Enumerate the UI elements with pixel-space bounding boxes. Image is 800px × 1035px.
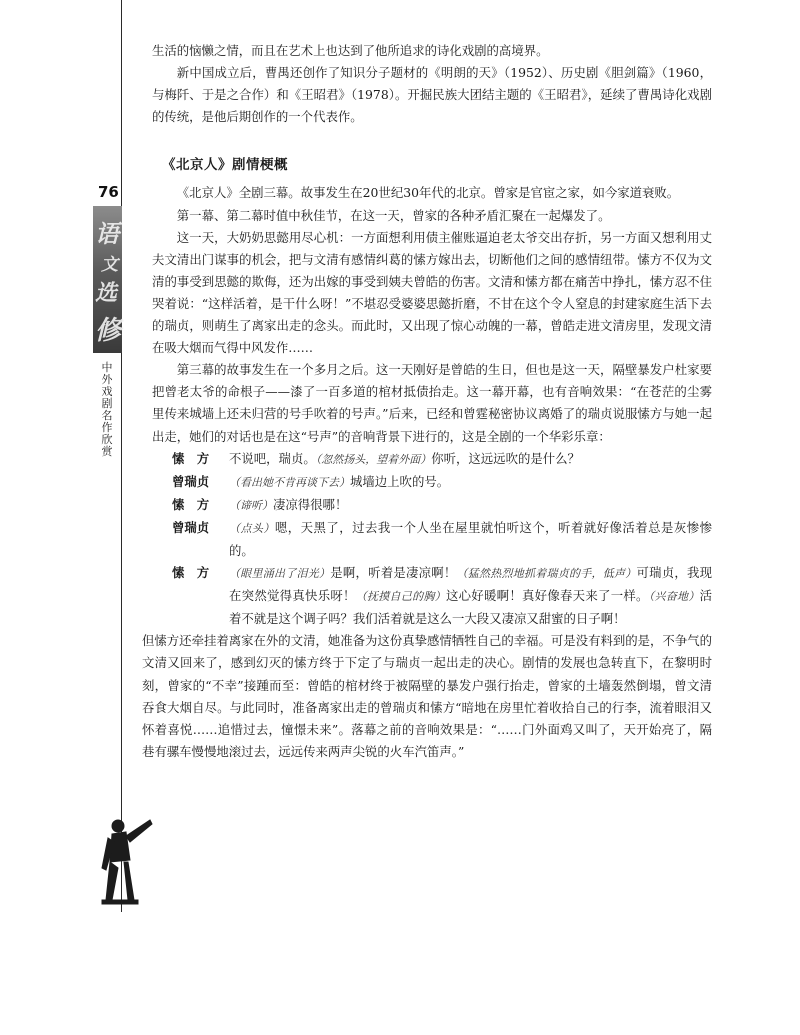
spoken-line: 是啊，听着是凄凉啊！ bbox=[330, 565, 457, 581]
paragraph: 第三幕的故事发生在一个多月之后。这一天刚好是曾皓的生日，但也是这一天，隔壁暴发户杜家要把曾老太爷的命根子——漆了一百多道的棺材抵债抬走。这一幕开幕，也有音响效果：“在苍茫的尘雾里传来城墙上还未归营的号手吹着的号声。”后来，已经和曾霆秘密协议离婚了的瑞贞说服愫方与她一起出走，她们的对话也是在这“号声”的音响背景下进行的，这是全剧的一个华彩乐章： bbox=[152, 362, 712, 444]
dialogue-text bbox=[229, 471, 712, 494]
spoken-line: 可瑞贞，我现在突然觉得真快乐呀！ bbox=[229, 565, 713, 604]
spoken-line: 嗯，天黑了，过去我一个人坐在屋里就怕听这个，听着就好像活着总是灰惨惨的。 bbox=[229, 519, 713, 558]
dialogue-text bbox=[229, 494, 712, 517]
speaker-name: 愫 方 bbox=[172, 496, 210, 512]
spoken-line: 城墙边上吹的号。 bbox=[350, 473, 450, 489]
series-tab bbox=[93, 206, 122, 353]
stage-direction: （眼里涌出了泪光） bbox=[229, 567, 331, 581]
speaker-name: 愫 方 bbox=[172, 450, 210, 466]
section-heading: 《北京人》剧情梗概 bbox=[162, 157, 288, 174]
stage-direction: （点头） bbox=[229, 521, 275, 535]
paragraph: 但愫方还牵挂着离家在外的文清，她准备为这份真挚感情牺牲自己的幸福。可是没有料到的是，不争气的文清又回来了，感到幻灭的愫方终于下定了与瑞贞一起出走的决心。剧情的发展也急转直下，在黎明时刻，曾家的“不幸”接踵而至：曾皓的棺材终于被隔壁的暴发户强行抬走，曾家的土墙轰然倒塌，曾文清吞食大烟自尽。与此同时，准备离家出走的曾瑞贞和愫方“暗地在房里忙着收拾自己的行李，流着眼泪又怀着喜悦……追惜过去，憧憬未来”。落幕之前的音响效果是：“……门外面鸡又叫了，天开始亮了，隔巷有骡车慢慢地滚过去，远远传来两声尖锐的火车汽笛声。” bbox=[142, 633, 712, 759]
spoken-line: 不说吧，瑞贞。 bbox=[229, 450, 316, 466]
series-tab-char: 修 bbox=[95, 316, 122, 346]
speaker-name: 曾瑞贞 bbox=[172, 473, 210, 489]
dialogue-text bbox=[229, 517, 712, 562]
speaker-name: 曾瑞贞 bbox=[172, 519, 210, 535]
spoken-line: 你听，这远远吹的是什么？ bbox=[431, 450, 580, 466]
series-tab-char: 语 bbox=[95, 219, 119, 248]
margin-rule bbox=[121, 0, 122, 912]
stage-direction: （猛然热烈地抓着瑞贞的手，低声） bbox=[456, 567, 637, 581]
spoken-line: 活着不就是这个调子吗？我们活着就是这么一大段又凄凉又甜蜜的日子啊！ bbox=[229, 588, 713, 627]
paragraph: 新中国成立后，曹禺还创作了知识分子题材的《明朗的天》（1952）、历史剧《胆剑篇》（1960，与梅阡、于是之合作）和《王昭君》（1978）。开掘民族大团结主题的《王昭君》，延续了曹禺诗化戏剧的传统，是他后期创作的一个代表作。 bbox=[152, 65, 712, 125]
series-tab-char: 选 bbox=[95, 280, 118, 306]
dialogue-line bbox=[172, 517, 712, 562]
stage-direction: （忽然扬头，望着外面） bbox=[315, 452, 432, 466]
series-tab-char: 文 bbox=[101, 255, 118, 275]
stage-direction: （兴奋地） bbox=[648, 590, 700, 604]
speaker-name: 愫 方 bbox=[172, 565, 210, 581]
paragraph: 《北京人》全剧三幕。故事发生在20世纪30年代的北京。曾家是官宦之家，如今家道衰败。 bbox=[176, 185, 680, 201]
dialogue-line bbox=[172, 562, 712, 630]
stage-direction: （谛听） bbox=[229, 498, 273, 512]
stage-direction: （看出她不肯再谈下去） bbox=[229, 475, 350, 489]
paragraph: 第一幕、第二幕时值中秋佳节，在这一天，曾家的各种矛盾汇聚在一起爆发了。 bbox=[176, 207, 611, 223]
page-number: 76 bbox=[98, 183, 119, 201]
knight-figure-illustration bbox=[98, 808, 156, 908]
dialogue-block bbox=[152, 448, 712, 631]
spoken-line: 这心好暖啊！真好像春天来了一样。 bbox=[445, 588, 649, 604]
dialogue-line bbox=[172, 448, 712, 471]
dialogue-text bbox=[229, 448, 712, 471]
series-title: 中外戏剧名作欣赏 bbox=[101, 361, 113, 458]
page-body bbox=[142, 40, 713, 763]
paragraph: 这一天，大奶奶思懿用尽心机：一方面想利用债主催账逼迫老太爷交出存折，另一方面又想利用丈夫文清出门谋事的机会，把与文清有感情纠葛的愫方嫁出去，切断他们之间的感情纽带。愫方不仅为文清的事受到思懿的欺侮，还为出嫁的事受到姨夫曾皓的伤害。文清和愫方都在痛苦中挣扎，愫方忍不住哭着说：“这样活着，是干什么呀！”不堪忍受婆婆思懿折磨，不甘在这个令人窒息的封建家庭生活下去的瑞贞，则萌生了离家出走的念头。而此时，又出现了惊心动魄的一幕，曾皓走进文清房里，发现文清在吸大烟而气得中风发作…… bbox=[152, 229, 712, 356]
dialogue-line bbox=[172, 494, 712, 517]
stage-direction: （抚摸自己的胸） bbox=[355, 590, 446, 604]
spoken-line: 凄凉得很哪！ bbox=[273, 496, 348, 512]
dialogue-line bbox=[172, 471, 712, 494]
paragraph: 生活的恼懒之情，而且在艺术上也达到了他所追求的诗化戏剧的高境界。 bbox=[152, 43, 549, 58]
dialogue-text bbox=[229, 562, 712, 630]
